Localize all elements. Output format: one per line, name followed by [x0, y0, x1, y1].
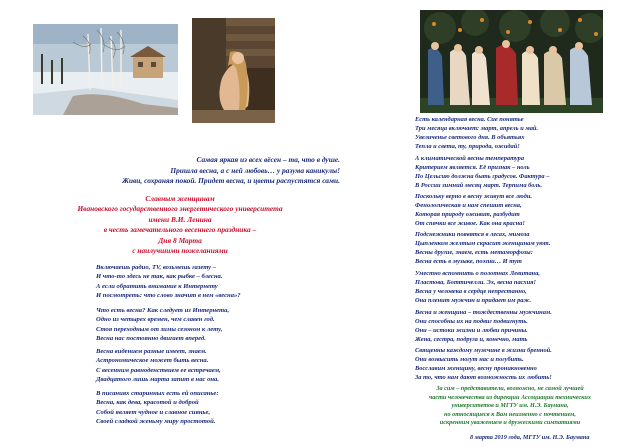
verse-line: Собой являет чудное и славное сиянье,: [96, 408, 211, 416]
right-stanza-7: [415, 347, 552, 383]
dedication-line: с наилучшими пожеланиями: [132, 246, 228, 256]
verse-line: Астрономическое может быть весна.: [96, 357, 209, 365]
verse-line: Восславим женщину, весну проникновенно: [415, 364, 537, 372]
right-stanza-3: [415, 193, 532, 229]
verse-line: Цыпленком желтым скрасит женщинам уют.: [415, 239, 551, 247]
right-stanza-6: [415, 309, 552, 345]
verse-line: Критерием является. Её признак – ноль: [415, 163, 530, 171]
verse-line: Священны каждому мужчине в жизни бренной.: [415, 347, 552, 354]
dedication-line: Дня 8 Марта: [158, 235, 202, 245]
right-stanza-1: [415, 116, 538, 152]
verse-line: Весны другие, знаем, есть метаморфозы:: [415, 248, 533, 256]
verse-line: Пластова, Боттичелли. Эх, весна пасхия!: [415, 278, 536, 286]
dedication-line: в честь замечательного весеннего праздника –: [103, 225, 257, 235]
verse-line: Они возвысить могут нас и погубить.: [415, 355, 524, 363]
verse-line: Включаешь радио, TV, возьмешь газету –: [96, 264, 217, 271]
dedication-line: имени В.И. Ленина: [148, 214, 212, 224]
right-stanza-2: [415, 155, 549, 191]
signature-date: 8 марта 2019 года, МГТУ им. Н.Э. Баумана: [470, 434, 590, 441]
verse-line: Она пленит мужчин и придает им раж.: [415, 296, 532, 304]
verse-line: Весна есть в музыке, поэзии… И тут: [415, 257, 522, 265]
verse-line: Которая природу оживит, разбудит: [415, 210, 520, 218]
verse-line: Весна, как дева, красотой и доброй: [96, 399, 199, 407]
verse-line: По Цельсию должна быть градусов. Фактура –: [415, 172, 550, 180]
left-stanza-4: [96, 389, 219, 427]
woman-in-bathhouse-painting: [192, 18, 275, 123]
closing-line: части человечества из дирекции Ассоциации технических: [429, 393, 591, 401]
verse-line: Поскольку верно в весну живут все люди.: [415, 193, 532, 200]
spring-landscape-painting: [33, 24, 178, 115]
verse-line: Жена, сестра, подруга и, конечно, мать: [415, 335, 528, 343]
verse-line: Есть календарная весна. Сие понятье: [415, 116, 524, 123]
verse-line: Они – истоки жизни и любви причины.: [415, 326, 528, 334]
verse-line: Подснежники появятся в лесах, мимоза: [415, 231, 530, 238]
verse-line: Стоя переходным от зимы сезоном к лету,: [96, 325, 223, 333]
intro-line: Живи, сохраняя покой. Придет весна, и цветы распустятся сами.: [122, 176, 340, 185]
verse-line: Двадцатого лишь марта запит в нас она.: [96, 376, 219, 384]
closing-message: [395, 385, 625, 428]
intro-line: Пришла весна, а с ней любовь… у разума каникулы!: [170, 165, 340, 175]
verse-line: Весна видением разные имеет, знаем.: [96, 348, 207, 355]
verse-line: А если обратить внимание к Интернету: [96, 282, 218, 290]
verse-line: Фенологическая и нам спешит весна,: [415, 201, 522, 209]
verse-line: Что есть весна? Как следует из Интернета,: [96, 307, 230, 314]
botticelli-primavera-painting: [420, 10, 603, 113]
verse-line: В России зимний месяц март. Терпима боль.: [415, 181, 543, 189]
closing-line: университетов и МГТУ им. Н.Э. Баумана,: [451, 402, 569, 410]
verse-line: И посмотреть: что слово значит в нем «весна»?: [96, 292, 241, 300]
verse-line: Тепла и света, ту, природа, ожидай!: [415, 142, 520, 150]
verse-line: Весна у человека в сердце непрестанно,: [415, 287, 527, 295]
left-stanza-3: [96, 347, 221, 385]
verse-line: Весна нас постоянно двигает вперед.: [96, 335, 206, 343]
closing-line: За сим – представители, возможно, не самой лучшей: [436, 385, 584, 392]
right-stanza-4: [415, 231, 550, 267]
dedication-line: Ивановского государственного энергетического университета: [77, 204, 283, 214]
verse-line: С весенним равноденствием ее встречаем,: [96, 366, 221, 374]
intro-poem: [45, 155, 340, 187]
intro-line: Самая яркая из всех вёсен – та, что в душе.: [196, 155, 340, 164]
verse-line: Своей сладкой женьму миру простотой.: [96, 418, 216, 426]
verse-line: А климатической весны температура: [415, 155, 525, 162]
verse-line: И что-то здесь не так, как рыбке – блесна.: [96, 273, 223, 281]
verse-line: Уместно вспомнить о полотнах Левитана,: [415, 270, 540, 277]
verse-line: Одно из четырех времен, чем славен год.: [96, 316, 215, 324]
left-stanza-2: [96, 306, 229, 344]
dedication: [60, 194, 300, 256]
verse-line: За то, что нам дают возможность их любить!: [415, 373, 552, 381]
verse-line: От спячки все живое. Как она красна!: [415, 219, 525, 227]
verse-line: Увеличенье светового дня. В объятьях: [415, 133, 525, 141]
closing-line: но относящиеся к Вам неизменно с почтением,: [444, 410, 576, 418]
verse-line: Три месяца включает: март, апрель и май.: [415, 124, 539, 132]
left-stanza-1: [96, 263, 241, 301]
verse-line: В писаниях старинных есть ей описанье:: [96, 390, 219, 397]
dedication-line: Славным женщинам: [145, 194, 215, 203]
right-stanza-5: [415, 270, 540, 306]
verse-line: Весна и женщина – тождественны мужчинам.: [415, 309, 552, 316]
verse-line: Они способны их на подвиг подвигнуть.: [415, 317, 528, 325]
closing-line: искренним уважением и дружескими симпатиями: [439, 419, 581, 427]
